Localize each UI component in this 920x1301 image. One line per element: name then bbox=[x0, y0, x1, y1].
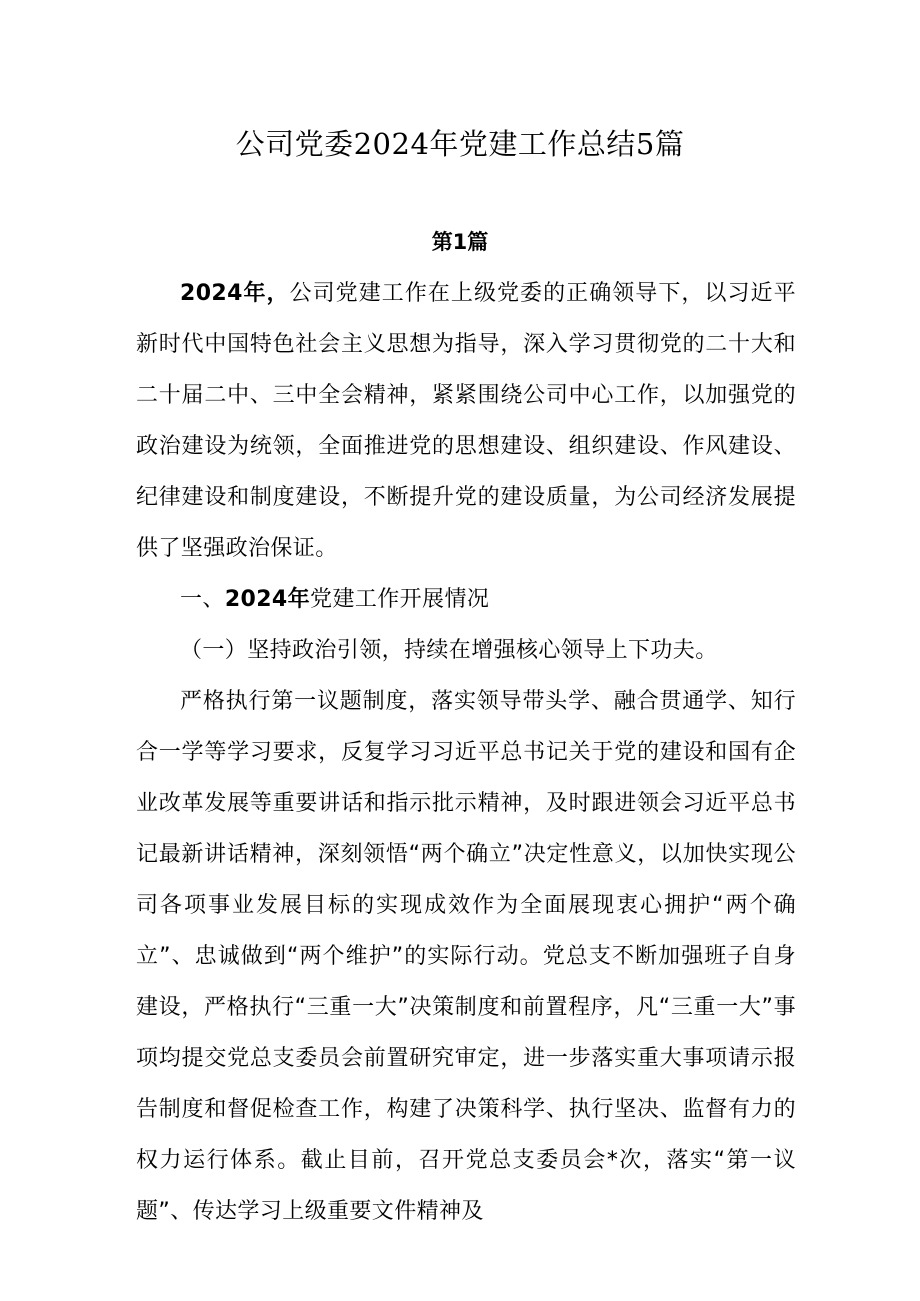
heading-level-2: （一）坚持政治引领，持续在增强核心领导上下功夫。 bbox=[180, 638, 718, 663]
heading-1-prefix: 一、 bbox=[180, 587, 225, 612]
intro-lead: 2024年， bbox=[180, 281, 290, 306]
intro-text: 公司党建工作在上级党委的正确领导下，以习近平新时代中国特色社会主义思想为指导，深入学习贯彻党的二十大和二十届二中、三中全会精神，紧紧围绕公司中心工作，以加强党的政治建设为统领，全面推进党的思想建设、组织建设、作风建设、纪律建设和制度建设，不断提升党的建设质量，为公司经济发展提供了坚强政治保证。 bbox=[136, 281, 796, 561]
document-body bbox=[136, 268, 796, 1237]
heading-1-year: 2024年 bbox=[224, 587, 311, 612]
document-title: 公司党委2024年党建工作总结5篇 bbox=[235, 127, 685, 161]
body-paragraph: 严格执行第一议题制度，落实领导带头学、融合贯通学、知行合一学等学习要求，反复学习习近平总书记关于党的建设和国有企业改革发展等重要讲话和指示批示精神，及时跟进领会习近平总书记最新讲话精神，深刻领悟“两个确立”决定性意义，以加快实现公司各项事业发展目标的实现成效作为全面展现衷心拥护“两个确立”、忠诚做到“两个维护”的实际行动。党总支不断加强班子自身建设，严格执行“三重一大”决策制度和前置程序，凡“三重一大”事项均提交党总支委员会前置研究审定，进一步落实重大事项请示报告制度和督促检查工作，构建了决策科学、执行坚决、监督有力的权力运行体系。截止目前，召开党总支委员会*次，落实“第一议题”、传达学习上级重要文件精神及 bbox=[136, 689, 796, 1224]
heading-1-rest: 党建工作开展情况 bbox=[310, 587, 490, 612]
section-title: 第1篇 bbox=[431, 230, 489, 254]
intro-paragraph bbox=[136, 268, 796, 574]
heading-level-1 bbox=[136, 574, 796, 625]
